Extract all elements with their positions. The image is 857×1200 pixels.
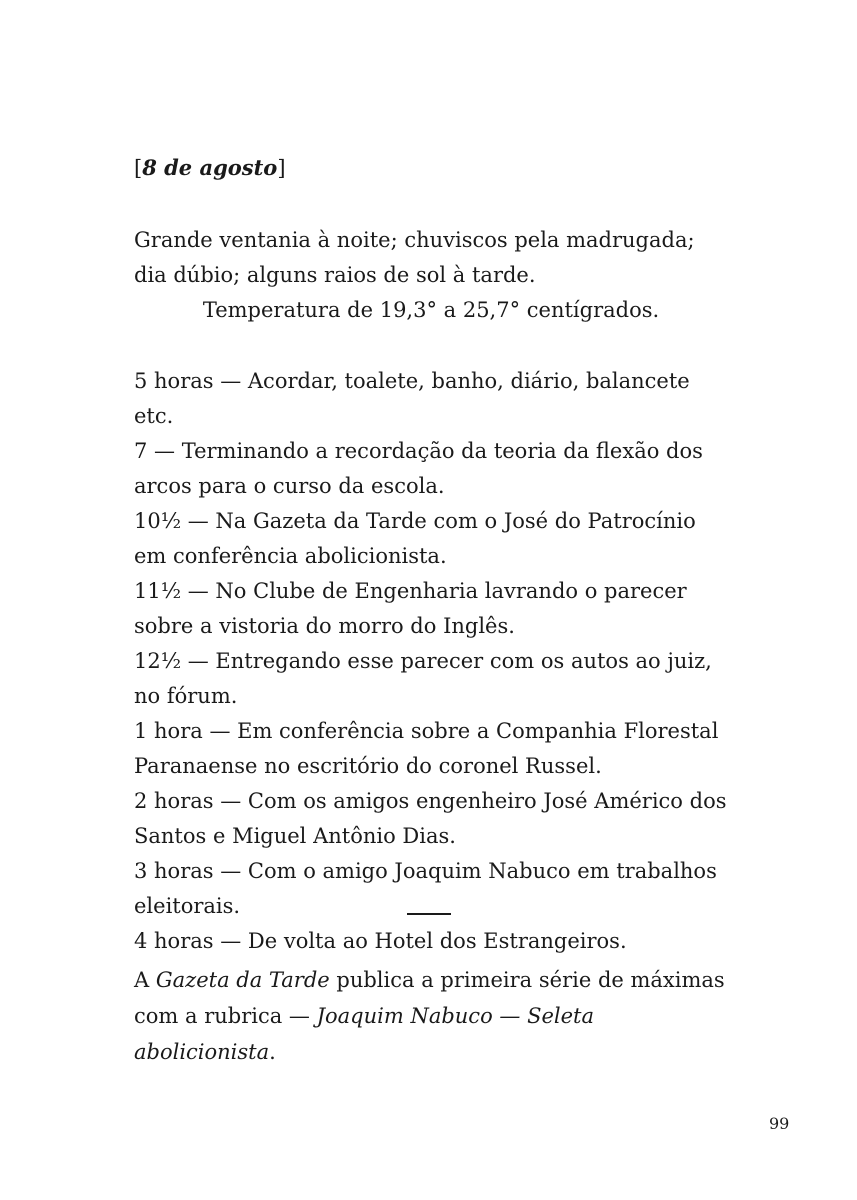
note-text: A [134, 968, 156, 992]
rubric-title: Joaquim Nabuco — Seleta abolicionista [134, 1004, 594, 1064]
schedule-item: 12½ — Entregando esse parecer com os autos ao juiz, no fórum. [134, 649, 712, 708]
diary-entry [134, 150, 728, 959]
temperature-line: Temperatura de 19,3° a 25,7° centígrados. [202, 298, 660, 322]
note-text: . [269, 1040, 276, 1064]
section-divider [407, 913, 451, 915]
schedule-item: 1 hora — Em conferência sobre a Companhia Florestal Paranaense no escritório do coronel Russel. [134, 719, 719, 778]
note-paragraph [134, 962, 728, 1070]
newspaper-title: Gazeta da Tarde [155, 968, 330, 992]
schedule-item: 11½ — No Clube de Engenharia lavrando o parecer sobre a vistoria do morro do Inglês. [134, 579, 687, 638]
schedule-item: 3 horas — Com o amigo Joaquim Nabuco em trabalhos eleitorais. [134, 859, 717, 918]
page-number: 99 [769, 1114, 790, 1133]
close-bracket: ] [277, 156, 286, 180]
date-heading [134, 150, 728, 186]
note-text: publica a primeira série de máximas com a rubrica — [134, 968, 725, 1028]
schedule-item: 7 — Terminando a recordação da teoria da flexão dos arcos para o curso da escola. [134, 439, 703, 498]
schedule-item: 5 horas — Acordar, toalete, banho, diário, balancete etc. [134, 369, 690, 428]
weather-paragraph: Grande ventania à noite; chuviscos pela madrugada; dia dúbio; alguns raios de sol à tarde. [134, 228, 695, 287]
schedule-list [134, 364, 728, 959]
entry-date: 8 de agosto [142, 155, 278, 180]
schedule-item: 2 horas — Com os amigos engenheiro José Américo dos Santos e Miguel Antônio Dias. [134, 789, 727, 848]
schedule-item: 10½ — Na Gazeta da Tarde com o José do Patrocínio em conferência abolicionista. [134, 509, 696, 568]
open-bracket: [ [134, 156, 143, 180]
schedule-item: 4 horas — De volta ao Hotel dos Estrangeiros. [134, 929, 627, 953]
